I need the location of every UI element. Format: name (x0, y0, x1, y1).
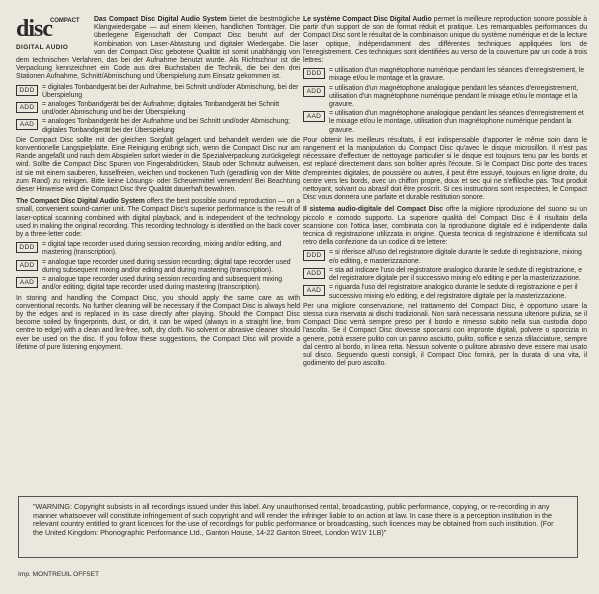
code-badge: DDD (16, 242, 38, 253)
italian-codes (303, 249, 587, 300)
french-care-text: Pour obtenir les meilleurs résultats, il est indispensable d'apporter le même soin dans le rangement et la manipulation du Compact Disc qu'avec le disque microsillon. Il n'est pas nécessaire d'effectuer de nettoyage particulier si le disque est toujours tenu par les bords et est replacé directement dans son boîtier après l'écoute. Si le Compact Disc porte des traces d'empreintes digitales, de poussière ou autres, il peut être essuyé, toujours en ligne droite, du centre vers les bords, avec un chiffon propre, doux et sec qui ne s'effiloche pas. Tout produit nettoyant, solvant ou abrasif doit être proscrit. Si ces instructions sont respectées, le Compact Disc vous donnera une parfaite et durable restitution sonore. (303, 136, 587, 202)
copyright-warning-box (18, 496, 578, 558)
code-badge: ADD (303, 86, 325, 97)
english-lead: The Compact Disc Digital Audio System (16, 198, 145, 206)
german-lead: Das Compact Disc Digital Audio System (94, 16, 227, 23)
code-description: = analogue tape recorder used during session recording and subsequent mixing and/or editing; digital tape recorder used during mastering (transcription). (42, 276, 283, 292)
code-badge: ADD (16, 260, 38, 271)
logo-disc-text: disc (16, 16, 53, 42)
italian-intro (303, 206, 587, 247)
code-row (303, 267, 587, 283)
code-description: = utilisation d'un magnétophone analogique pendant les séances d'enregistrement, utilisation d'un magnétophone numérique pendant le mixage et/ou le montage et la gravure. (329, 84, 578, 109)
english-care-text: In storing and handling the Compact Disc, you should apply the same care as with conventional records. No further cleaning will be necessary if the Compact Disc is always held by the edges and is replaced in its case directly after playing. Should the Compact Disc become soiled by fingerprints, dust, or dirt, it can be wiped (always in a straight line, from centre to edge) with a clean and lint-free, soft, dry cloth. No solvent or abrasive cleaner should ever be used on the disc. If you follow these suggestions, the Compact Disc will provide a lifetime of pure listening enjoyment. (16, 294, 300, 351)
code-row (303, 284, 587, 300)
code-badge: AAD (303, 285, 325, 296)
code-row (303, 249, 587, 265)
copyright-warning-text: "WARNING: Copyright subsists in all recordings issued under this label. Any unauthorised rental, broadcasting, public performance, copying, or re-recording in any manner whatsoever will constitute infringement of such copyright and will render the infringer liable to an action at law. In case there is a perception institution in the relevant country entitled to grant licences for the use of recordings for public performance or broadcasting, such licences may be obtained from such institution. (For the United Kingdom: Phonographic Performance Ltd., Ganton House, 14-22 Ganton Street, London W1V 1LB)" (33, 502, 554, 537)
logo-compact-text: COMPACT (50, 18, 80, 24)
code-description: = digital tape recorder used during session recording, mixing and/or editing, and mastering (transcription). (42, 241, 282, 257)
german-care-text: Die Compact Disc sollte mit der gleichen Sorgfalt gelagert und behandelt werden wie die konventionelle Langspielplatte. Eine Reinigung erübrigt sich, wenn die Compact Disc nur am Rande angefaßt und nach dem Abspielen sofort wieder in die Spezialverpackung zurückgelegt wird. Sollte die Compact Disc Spuren von Fingerabdrücken, Staub oder Schmutz aufweisen, ist sie mit einem sauberen, fusselfreien, weichen und trockenen Tuch (geradlinig von der Mitte zum Rand) zu reinigen. Bitte keine Lösungs- oder Scheuermittel verwenden! Bei Beachtung dieser Hinweise wird die Compact Disc Ihre Qualität dauerhaft bewahren. (16, 136, 300, 194)
logo-digital-audio-text: DIGITAL AUDIO (16, 44, 69, 51)
code-row (16, 241, 300, 257)
code-description: = utilisation d'un magnétophone numérique pendant les séances d'enregistrement, le mixage et/ou le montage et la gravure. (329, 67, 584, 83)
code-row (16, 259, 300, 275)
left-column (16, 16, 300, 354)
code-row (16, 84, 300, 100)
compact-disc-logo (16, 16, 86, 56)
code-description: = analogue tape recorder used during session recording; digital tape recorder used during subsequent mixing and/or editing and during mastering (transcription). (42, 258, 291, 274)
code-row (303, 67, 587, 83)
italian-lead: Il sistema audio-digitale del Compact Disc (303, 206, 444, 214)
english-intro-text: offers the best possible sound reproduction — on a small, convenient sound-carrier unit. The Compact Disc's superior performance is the result of laser-optical scanning combined with digital playback, and is independent of the technology used in making the original recording. This recording technology is identified on the back cover by a three-letter code: (16, 198, 300, 239)
code-badge: DDD (16, 85, 38, 96)
code-badge: AAD (16, 119, 38, 130)
code-badge: AAD (16, 277, 38, 288)
code-description: = sta ad indicare l'uso del registratore analogico durante le sedute di registrazione, e del registratore digitale per il successivo mixing e/o editing e per la masterizzazione. (329, 266, 582, 283)
code-badge: ADD (303, 268, 325, 279)
code-row (16, 276, 300, 292)
code-row (16, 101, 300, 117)
code-description: = digitales Tonbandgerät bei der Aufnahme, bei Schnitt und/oder Abmischung, bei der Überspielung (42, 83, 299, 99)
code-description: = riguarda l'uso del registratore analogico durante le sedute di registrazione e per il successivo mixing e/o editing, e del registratore digitale per la masterizzazione. (329, 284, 578, 300)
french-intro-text: permet la meilleure reproduction sonore possible à partir d'un support de son de format réduit et pratique. Les remarquables performances du Compact Disc sont le résultat de la combinaison unique du système numérique et de la lecture laser optique, indépendamment des différentes techniques appliquées lors de l'enregistrement. Ces techniques sont identifiées au verso de la couverture par un code à trois lettres: (303, 16, 587, 65)
italian-intro-text: offre la migliore riproduzione del suono su un piccolo e comodo supporto. La superiore qualità del Compact Disc è il risultato della scansione con l'ottica laser, combinata con la riproduzione digitale ed è indipendente dalla tecnica di registrazione utilizzata in origine. Questa tecnica di registrazione è identificata sul retro della confezione da un codice di tre lettere: (303, 206, 587, 247)
code-badge: AAD (303, 111, 325, 122)
french-intro (303, 16, 587, 65)
code-badge: DDD (303, 68, 325, 79)
code-row (303, 85, 587, 110)
english-intro (16, 198, 300, 239)
french-codes (303, 67, 587, 135)
code-description: = utilisation d'un magnétophone analogique pendant les séances d'enregistrement et le mixage et/ou le montage, utilisation d'un magnétophone numérique pendant la gravure. (329, 110, 584, 134)
english-codes (16, 241, 300, 292)
german-codes (16, 84, 300, 135)
code-badge: DDD (303, 250, 325, 261)
french-lead: Le système Compact Disc Digital Audio (303, 16, 432, 23)
code-row (16, 118, 300, 134)
printer-credit: Imp. MONTREUIL OFFSET (18, 571, 100, 578)
right-column (303, 16, 587, 370)
italian-care-text: Per una migliore conservazione, nel trattamento del Compact Disc, è opportuno usare la stessa cura riservata ai dischi tradizionali. Non sarà necessaria nessuna ulteriore pulizia, se il Compact Disc verrà sempre preso per il bordo e rimesso subito nella sua custodia dopo l'ascolto. Se il Compact Disc dovesse sporcarsi con impronte digitali, polvere o sporcizia in genere, potrà essere pulito con un panno asciutto, pulito, soffice e senza sfilacciature, sempre dal centro al bordo, in linea retta. Nessun solvente o pulitore abrasivo deve essere mai usato sul disco. Seguendo questi consigli, il Compact Disc fornirà, per la durata di una vita, il godimento del puro ascolto. (303, 302, 587, 368)
code-row (303, 110, 587, 135)
code-description: = analoges Tonbandgerät bei der Aufnahme; digitales Tonbandgerät bei Schnitt und/oder Abmischung und bei der Überspielung (42, 101, 280, 117)
code-description: = si riferisce all'uso del registratore digitale durante le sedute di registrazione, mixing e/o editing, e masterizzazione. (329, 249, 582, 265)
code-description: = analoges Tonbandgerät bei der Aufnahme und bei Schnitt und/oder Abmischung; digitales Tonbandgerät bei der Überspielung (42, 118, 290, 134)
code-badge: ADD (16, 102, 38, 113)
german-intro-text: bietet die bestmögliche Klangwiedergabe — auf einem kleinen, handlichen Tonträger. Die überlegene Eigenschaft der Compact Disc beruht auf der Kombination von Laser-Abtastung und digitaler Wiedergabe. Die von der Compact Disc gebotene Qualität ist somit unabhängig von dem technischen Verfahren, das bei der Aufnahme benutzt wurde. Als Richtschnur ist die Verpackung kennzeichnet ein Code aus drei Buchstaben die Technik, die bei den drei Stationen Aufnahme, Schnitt/Abmischung und Überspielung zum Einsatz gekommen ist. (16, 16, 300, 81)
